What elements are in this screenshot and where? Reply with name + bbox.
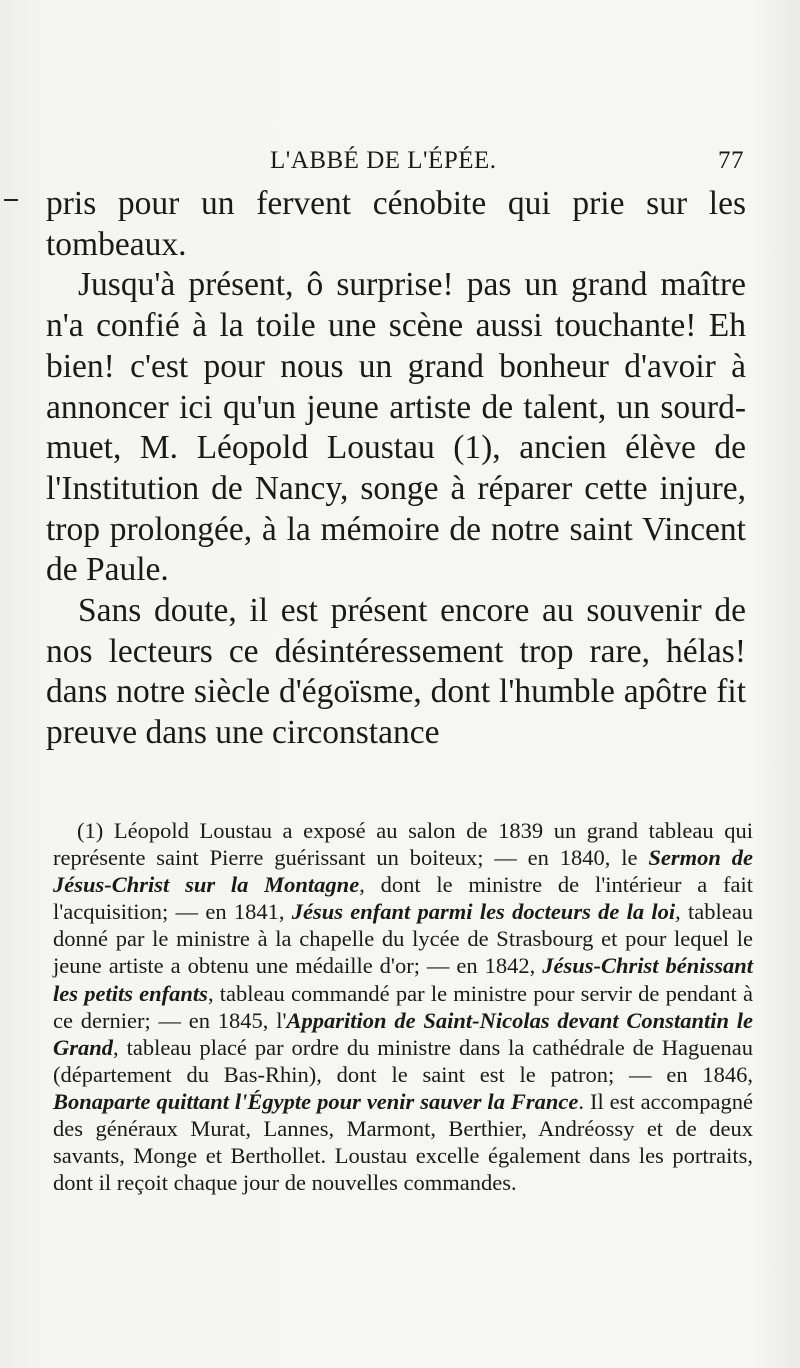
- page-number: 77: [718, 147, 744, 174]
- footnote-title-4: Apparition de Saint-Nicolas devant Constantin le Grand: [53, 1007, 753, 1060]
- footnote-text-1: (1) Léopold Loustau a exposé au salon de 1839 un grand tableau qui représente saint Pierre guérissant un boiteux; — en 1840, le: [53, 818, 753, 871]
- footnote-title-3: Jésus-Christ bénissant les petits enfants: [53, 953, 753, 1006]
- footnote-text-3: , tableau donné par le ministre à la chapelle du lycée de Strasbourg et pour lequel le jeune artiste a obtenu une médaille d'or; — en 1842,: [53, 899, 753, 979]
- paragraph-3: Sans doute, il est présent encore au souvenir de nos lecteurs ce désintéressement trop rare, hélas! dans notre siècle d'égoïsme, dont l'humble apôtre fit preuve dans une circonstance: [46, 592, 746, 752]
- footnote-text-4: , tableau commandé par le ministre pour servir de pendant à ce dernier; — en 1845, l': [53, 980, 753, 1033]
- footnote-text-2: , dont le ministre de l'intérieur a fait l'acquisition; — en 1841,: [53, 872, 753, 925]
- footnote: [53, 817, 753, 1196]
- footnote-text-6: . Il est accompagné des généraux Murat, Lannes, Marmont, Berthier, Andréossy et de deux savants, Monge et Berthollet. Loustau excelle également dans les portraits, dont il reçoit chaque jour de nouvelles commandes.: [53, 1088, 754, 1196]
- running-title: L'ABBÉ DE L'ÉPÉE.: [270, 147, 497, 174]
- footnote-paragraph: [53, 817, 753, 1196]
- body-text: [46, 184, 746, 754]
- footnote-text-5: , tableau placé par ordre du ministre dans la cathédrale de Haguenau (département du Bas-Rhin), dont le saint est le patron; — en 1846,: [53, 1034, 753, 1087]
- footnote-title-5: Bonaparte quittant l'Égypte pour venir sauver la France: [53, 1088, 579, 1114]
- paragraph-1: pris pour un fervent cénobite qui prie sur les tombeaux.: [46, 185, 746, 263]
- footnote-title-2: Jésus enfant parmi les docteurs de la loi: [291, 899, 676, 925]
- page-header: [0, 143, 800, 179]
- paragraph-2: Jusqu'à présent, ô surprise! pas un grand maître n'a confié à la toile une scène aussi touchante! Eh bien! c'est pour nous un grand bonheur d'avoir à annoncer ici qu'un jeune artiste de talent, un sourd-muet, M. Léopold Loustau (1), ancien élève de l'Institution de Nancy, songe à réparer cette injure, trop prolongée, à la mémoire de notre saint Vincent de Paule.: [46, 266, 746, 589]
- margin-mark: [4, 199, 18, 201]
- footnote-title-1: Sermon de Jésus-Christ sur la Montagne: [53, 845, 753, 898]
